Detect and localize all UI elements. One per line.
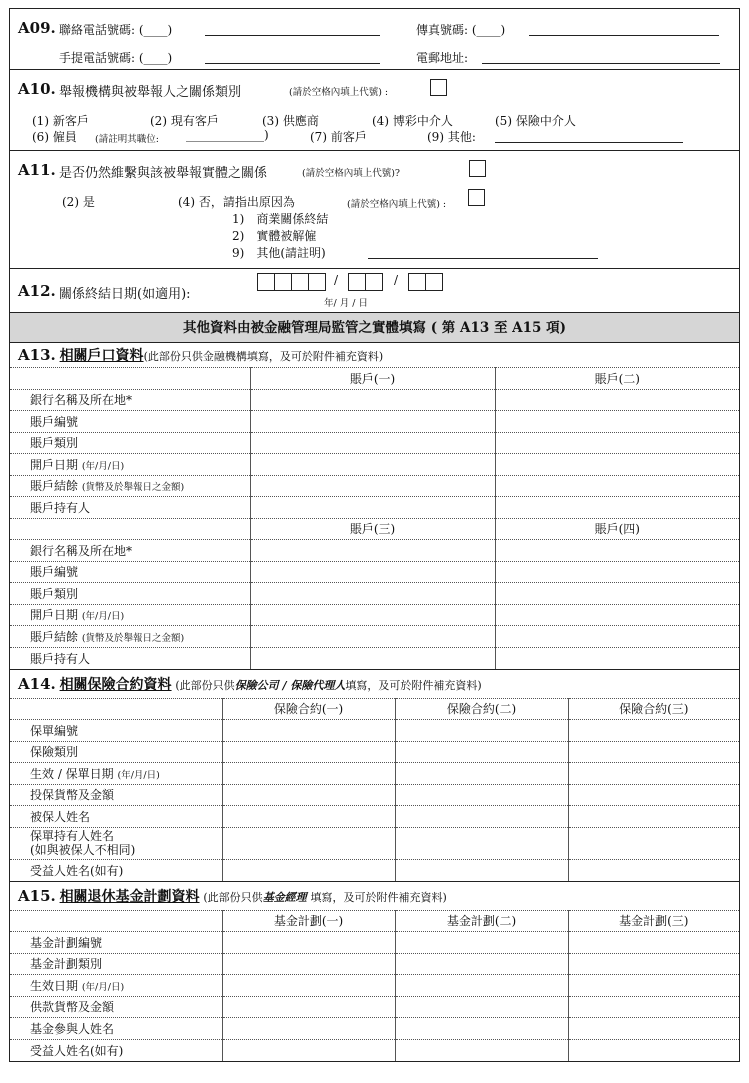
cell-input[interactable] (395, 1039, 568, 1061)
a14-header (10, 670, 739, 698)
cell-input[interactable] (395, 996, 568, 1018)
a14-note-a: (此部份只供 (175, 678, 235, 692)
cell-input[interactable] (395, 859, 568, 881)
a12-title: 關係終結日期(如適用): (59, 287, 191, 302)
cell-input[interactable] (250, 411, 495, 433)
col-header: 基金計劃(三) (568, 910, 739, 932)
row-label: 賬戶結餘 (貨幣及於舉報日之金額) (10, 626, 250, 648)
cell-input[interactable] (250, 475, 495, 497)
date-day-boxes[interactable] (409, 273, 443, 291)
table-row (10, 698, 739, 720)
section-a14 (10, 670, 739, 882)
row-label: 供款貨幣及金額 (10, 996, 222, 1018)
cell-input[interactable] (395, 932, 568, 954)
table-row (10, 784, 739, 806)
cell-input[interactable] (395, 1018, 568, 1040)
table-row (10, 1039, 739, 1061)
row-label: 銀行名稱及所在地* (10, 389, 250, 411)
a10-other-field[interactable] (495, 128, 683, 143)
col-header: 賬戶(四) (495, 518, 739, 540)
report-form (9, 8, 740, 1062)
col-header: 賬戶(三) (250, 518, 495, 540)
cell-input[interactable] (495, 647, 739, 669)
table-row (10, 827, 739, 859)
a10-opt1: (1) 新客戶 (32, 114, 89, 128)
cell-input[interactable] (222, 1039, 395, 1061)
a14-title: 相關保險合約資料 (59, 676, 172, 693)
a11-reason-1: 1) 商業關係終結 (232, 212, 329, 226)
table-row (10, 763, 739, 785)
cell-input[interactable] (568, 741, 739, 763)
email-label: 電郵地址: (416, 51, 469, 65)
row-label: 基金計劃類別 (10, 953, 222, 975)
cell-input[interactable] (495, 432, 739, 454)
row-label: 保單編號 (10, 720, 222, 742)
cell-input[interactable] (250, 497, 495, 519)
account-table (10, 367, 739, 669)
col-header: 基金計劃(二) (395, 910, 568, 932)
section-a12 (10, 269, 739, 313)
mobile-label: 手提電話號碼: (____) (59, 51, 173, 65)
cell-input[interactable] (495, 411, 739, 433)
date-sep-2: / (394, 273, 399, 287)
a10-opt6: (6) 僱員 (32, 130, 77, 144)
cell-input[interactable] (222, 763, 395, 785)
section-a13 (10, 343, 739, 670)
a13-header (10, 343, 739, 367)
col-header: 保險合約(二) (395, 698, 568, 720)
a15-note-a: (此部份只供 (203, 890, 263, 904)
cell-input[interactable] (222, 1018, 395, 1040)
cell-input[interactable] (250, 540, 495, 562)
row-label: 基金計劃編號 (10, 932, 222, 954)
cell-input[interactable] (222, 827, 395, 859)
cell-input[interactable] (495, 475, 739, 497)
section-a11 (10, 151, 739, 269)
table-row (10, 953, 739, 975)
table-row (10, 910, 739, 932)
cell-input[interactable] (568, 784, 739, 806)
a11-code-box[interactable] (469, 160, 486, 177)
cell-input[interactable] (495, 583, 739, 605)
cell-input[interactable] (395, 975, 568, 997)
a11-reason-2: 2) 實體被解僱 (232, 229, 317, 243)
date-year-boxes[interactable] (258, 273, 326, 291)
a09-code: A09. (18, 19, 56, 37)
a10-code-box[interactable] (430, 79, 447, 96)
cell-input[interactable] (222, 996, 395, 1018)
row-label: 生效日期 (年/月/日) (10, 975, 222, 997)
a11-code: A11. (18, 161, 56, 179)
a13-code: A13. (18, 346, 56, 364)
cell-input[interactable] (250, 583, 495, 605)
cell-input[interactable] (568, 996, 739, 1018)
cell-input[interactable] (250, 604, 495, 626)
cell-input[interactable] (222, 720, 395, 742)
cell-input[interactable] (222, 953, 395, 975)
a11-reason-box[interactable] (468, 189, 485, 206)
cell-input[interactable] (395, 806, 568, 828)
a10-opt6-position[interactable]: _____________) (186, 128, 269, 142)
col-header: 賬戶(一) (250, 368, 495, 390)
table-row (10, 454, 739, 476)
table-row (10, 497, 739, 519)
a10-opt2: (2) 現有客戶 (150, 114, 219, 128)
cell-input[interactable] (495, 540, 739, 562)
cell-input[interactable] (250, 432, 495, 454)
a15-note-b: 基金經理 (262, 890, 307, 904)
a11-note: (請於空格內填上代號)? (302, 168, 401, 179)
a13-title: 相關戶口資料 (59, 348, 144, 364)
cell-input[interactable] (395, 741, 568, 763)
cell-input[interactable] (495, 389, 739, 411)
email-field[interactable] (482, 49, 720, 64)
table-row (10, 583, 739, 605)
a10-code: A10. (18, 80, 56, 98)
cell-input[interactable] (568, 720, 739, 742)
table-row (10, 475, 739, 497)
a10-opt4: (4) 博彩中介人 (372, 114, 453, 128)
cell-input[interactable] (395, 953, 568, 975)
table-row (10, 432, 739, 454)
a11-yes: (2) 是 (62, 195, 95, 209)
row-label: 賬戶編號 (10, 561, 250, 583)
row-label: 銀行名稱及所在地* (10, 540, 250, 562)
a10-opt6-note: (請註明其職位: (95, 134, 159, 145)
row-label: 保單持有人姓名 (如與被保人不相同) (10, 827, 222, 859)
col-header: 保險合約(三) (568, 698, 739, 720)
fund-table (10, 910, 739, 1061)
row-label: 基金參與人姓名 (10, 1018, 222, 1040)
row-label: 生效 / 保單日期 (年/月/日) (10, 763, 222, 785)
cell-input[interactable] (495, 497, 739, 519)
col-header: 保險合約(一) (222, 698, 395, 720)
row-label: 保險類別 (10, 741, 222, 763)
cell-input[interactable] (395, 720, 568, 742)
a14-note-b: 保險公司 / 保險代理人 (234, 678, 346, 692)
cell-input[interactable] (495, 604, 739, 626)
a10-title: 舉報機構與被舉報人之關係類別 (59, 85, 242, 100)
a15-note-c: 填寫，及可於附件補充資料) (310, 890, 447, 904)
row-label: 賬戶編號 (10, 411, 250, 433)
cell-input[interactable] (222, 932, 395, 954)
row-label: 開戶日期 (年/月/日) (10, 454, 250, 476)
a15-code: A15. (18, 886, 56, 905)
table-row (10, 806, 739, 828)
phone-label: 聯絡電話號碼: (____) (59, 23, 173, 37)
a14-code: A14. (18, 674, 56, 693)
table-row (10, 996, 739, 1018)
section-a15 (10, 882, 739, 1061)
cell-input[interactable] (222, 741, 395, 763)
cell-input[interactable] (222, 975, 395, 997)
a11-no: (4) 否，請指出原因為 (178, 195, 295, 209)
row-label: 賬戶類別 (10, 432, 250, 454)
table-row (10, 741, 739, 763)
fax-label: 傳真號碼: (____) (416, 23, 506, 37)
cell-input[interactable] (495, 626, 739, 648)
cell-input[interactable] (495, 561, 739, 583)
cell-input[interactable] (568, 932, 739, 954)
cell-input[interactable] (568, 975, 739, 997)
row-label: 被保人姓名 (10, 806, 222, 828)
cell-input[interactable] (568, 763, 739, 785)
date-hint: 年/ 月 / 日 (324, 298, 368, 309)
row-label: 賬戶持有人 (10, 647, 250, 669)
table-row (10, 411, 739, 433)
cell-input[interactable] (568, 1018, 739, 1040)
cell-input[interactable] (250, 626, 495, 648)
cell-input[interactable] (568, 953, 739, 975)
a11-no-note: (請於空格內填上代號) : (347, 199, 447, 210)
table-row (10, 1018, 739, 1040)
a10-opt7: (7) 前客戶 (310, 130, 367, 144)
row-label: 賬戶持有人 (10, 497, 250, 519)
row-label: 受益人姓名(如有) (10, 859, 222, 881)
cell-input[interactable] (395, 784, 568, 806)
mobile-field[interactable] (205, 49, 380, 64)
a15-title: 相關退休基金計劃資料 (59, 888, 200, 905)
a14-note-c: 填寫，及可於附件補充資料) (345, 678, 482, 692)
cell-input[interactable] (222, 784, 395, 806)
a12-code: A12. (18, 282, 56, 300)
cell-input[interactable] (250, 454, 495, 476)
table-row (10, 604, 739, 626)
table-row (10, 389, 739, 411)
cell-input[interactable] (568, 806, 739, 828)
row-label: 賬戶類別 (10, 583, 250, 605)
cell-input[interactable] (395, 827, 568, 859)
date-sep-1: / (334, 273, 339, 287)
cell-input[interactable] (568, 1039, 739, 1061)
table-row (10, 975, 739, 997)
table-row (10, 647, 739, 669)
section-a10 (10, 70, 739, 151)
col-header: 基金計劃(一) (222, 910, 395, 932)
col-header: 賬戶(二) (495, 368, 739, 390)
table-row (10, 720, 739, 742)
table-row (10, 368, 739, 390)
cell-input[interactable] (250, 389, 495, 411)
cell-input[interactable] (568, 827, 739, 859)
section-a09 (10, 9, 739, 70)
cell-input[interactable] (222, 806, 395, 828)
table-row (10, 932, 739, 954)
table-row (10, 540, 739, 562)
a10-note: (請於空格內填上代號) : (289, 87, 389, 98)
insurance-table (10, 698, 739, 881)
phone-field[interactable] (205, 21, 380, 36)
row-label: 投保貨幣及金額 (10, 784, 222, 806)
a10-opt5: (5) 保險中介人 (495, 114, 576, 128)
a15-header (10, 882, 739, 910)
a10-opt3: (3) 供應商 (262, 114, 319, 128)
date-month-boxes[interactable] (349, 273, 383, 291)
table-row (10, 561, 739, 583)
row-label: 賬戶結餘 (貨幣及於舉報日之金額) (10, 475, 250, 497)
cell-input[interactable] (250, 647, 495, 669)
row-label: 開戶日期 (年/月/日) (10, 604, 250, 626)
table-row (10, 518, 739, 540)
table-row (10, 859, 739, 881)
cell-input[interactable] (250, 561, 495, 583)
cell-input[interactable] (495, 454, 739, 476)
row-label: 受益人姓名(如有) (10, 1039, 222, 1061)
cell-input[interactable] (222, 859, 395, 881)
a11-reason-9: 9) 其他(請註明) (232, 246, 326, 260)
cell-input[interactable] (568, 859, 739, 881)
a10-opt9: (9) 其他: (427, 130, 476, 144)
cell-input[interactable] (395, 763, 568, 785)
table-row (10, 626, 739, 648)
a11-title: 是否仍然維繫與該被舉報實體之關係 (59, 166, 268, 181)
a13-note: (此部份只供金融機構填寫，及可於附件補充資料) (143, 350, 384, 363)
fax-field[interactable] (529, 21, 719, 36)
section-banner: 其他資料由被金融管理局監管之實體填寫 ( 第 A13 至 A15 項) (10, 313, 739, 343)
a11-other-field[interactable] (368, 244, 598, 259)
